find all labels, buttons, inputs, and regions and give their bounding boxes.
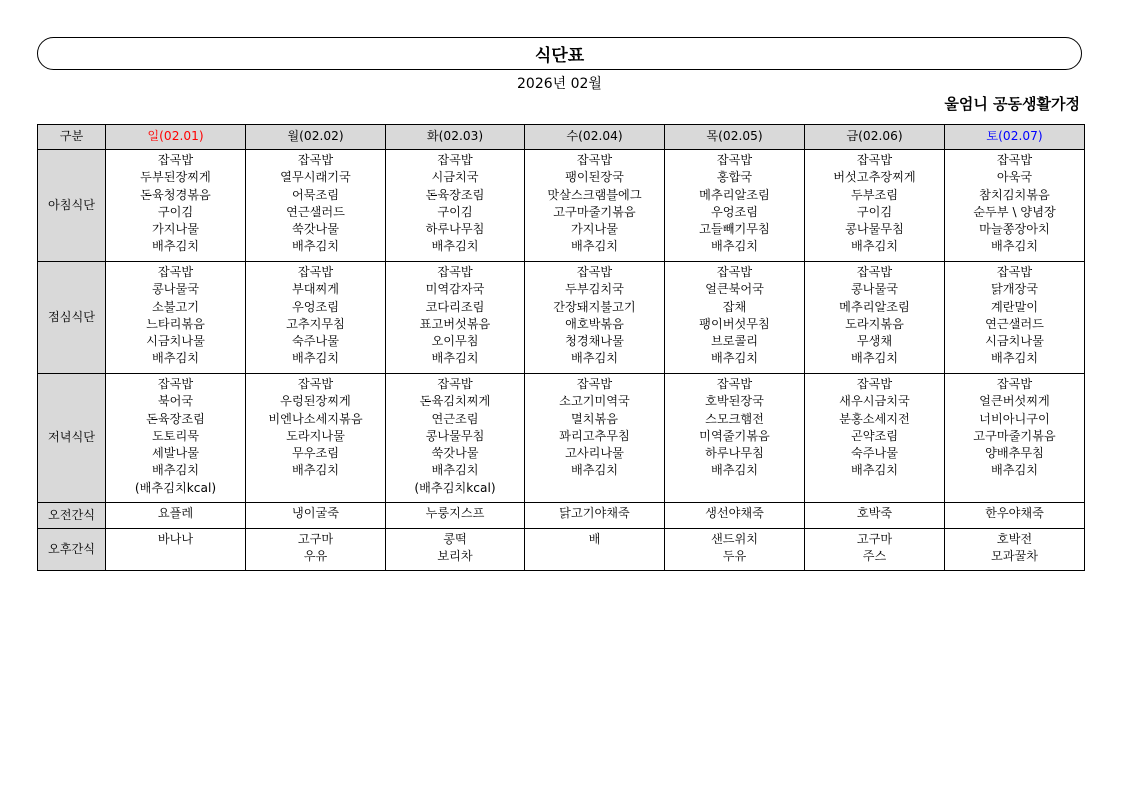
menu-item: 메추리알조림 xyxy=(699,187,770,202)
menu-item: 도라지나물 xyxy=(286,428,345,443)
menu-item: 두부조림 xyxy=(850,187,899,202)
menu-cell xyxy=(246,150,386,262)
menu-cell xyxy=(106,150,246,262)
menu-item: 돈육장조림 xyxy=(425,187,485,202)
menu-item: 연근샐러드 xyxy=(985,316,1044,331)
day-header-sat: 토(02.07) xyxy=(945,125,1085,150)
menu-item: 냉이굴죽 xyxy=(291,506,340,520)
menu-item: 미역줄기볶음 xyxy=(699,428,770,443)
meal-row xyxy=(38,150,1085,262)
menu-item: 잡곡밥 xyxy=(576,377,613,391)
meal-row-label: 저녁식단 xyxy=(38,374,106,503)
menu-item: 배추김치 xyxy=(151,463,200,478)
menu-item: 배추김치 xyxy=(431,463,479,478)
menu-item: 하루나무침 xyxy=(705,446,764,461)
menu-item: 잡곡밥 xyxy=(996,265,1033,279)
menu-cell xyxy=(386,503,525,529)
menu-item: 구이김 xyxy=(437,204,473,219)
menu-item: 잡곡밥 xyxy=(716,153,753,167)
menu-item: 세발나물 xyxy=(151,446,200,461)
menu-item: 잡곡밥 xyxy=(576,265,613,279)
menu-cell xyxy=(106,262,246,374)
menu-item: 팽이된장국 xyxy=(565,170,624,185)
menu-item: 애호박볶음 xyxy=(565,316,624,331)
menu-item: 멸치볶음 xyxy=(570,411,619,426)
menu-item: 구이김 xyxy=(157,204,194,219)
menu-item: 잡곡밥 xyxy=(157,265,194,279)
menu-item: 배추김치 xyxy=(151,351,200,366)
menu-item: 열무시래기국 xyxy=(280,170,351,185)
menu-item: 북어국 xyxy=(157,394,194,409)
menu-cell xyxy=(665,503,805,529)
menu-cell xyxy=(386,150,525,262)
menu-item: 청경채나물 xyxy=(565,334,624,349)
menu-item: 두유 xyxy=(722,549,747,564)
menu-item: 쑥갓나물 xyxy=(431,446,479,461)
menu-item: 우엉조림 xyxy=(291,299,340,314)
menu-cell xyxy=(665,150,805,262)
menu-item: 잡곡밥 xyxy=(297,265,334,279)
menu-item: 잡곡밥 xyxy=(157,377,194,391)
menu-item: 코다리조림 xyxy=(425,299,485,314)
menu-item: 주스 xyxy=(862,549,887,564)
menu-item: 잡곡밥 xyxy=(297,377,334,391)
menu-item: 고구마줄기볶음 xyxy=(973,428,1056,443)
menu-cell xyxy=(945,150,1085,262)
menu-item: 돈육청경볶음 xyxy=(140,187,211,202)
meal-row-label: 오전간식 xyxy=(38,503,106,529)
menu-item: 잡곡밥 xyxy=(996,153,1033,167)
menu-cell xyxy=(106,503,246,529)
menu-item: 호박전 xyxy=(996,532,1033,546)
menu-item: 호박죽 xyxy=(856,506,893,520)
menu-item: 버섯고추장찌게 xyxy=(833,170,916,185)
menu-item: 느타리볶음 xyxy=(146,316,205,331)
meal-row xyxy=(38,374,1085,503)
menu-cell xyxy=(665,262,805,374)
menu-item: 시금치나물 xyxy=(985,334,1044,349)
menu-item: 배추김치 xyxy=(151,239,200,254)
menu-item: 잡곡밥 xyxy=(856,153,893,167)
menu-item: 팽이버섯무침 xyxy=(699,316,770,331)
menu-item: 도토리묵 xyxy=(151,428,200,443)
meal-row-label: 오후간식 xyxy=(38,529,106,571)
menu-item: 가지나물 xyxy=(570,222,619,237)
day-header-sun: 일(02.01) xyxy=(106,125,246,150)
menu-item: 도라지볶음 xyxy=(845,316,904,331)
menu-item: 배추김치 xyxy=(850,463,899,478)
corner-header: 구분 xyxy=(38,125,106,150)
menu-item: 곤약조림 xyxy=(850,428,899,443)
menu-item: 잡곡밥 xyxy=(716,377,753,391)
menu-cell xyxy=(805,262,945,374)
menu-item: 마늘쫑장아치 xyxy=(979,222,1050,237)
menu-item: 콩떡 xyxy=(443,532,467,546)
menu-cell xyxy=(805,503,945,529)
meal-row-label: 점심식단 xyxy=(38,262,106,374)
menu-item: 우엉조림 xyxy=(710,204,759,219)
menu-item: 바나나 xyxy=(157,532,194,546)
menu-cell xyxy=(945,503,1085,529)
menu-cell xyxy=(525,374,665,503)
meal-row xyxy=(38,503,1085,529)
menu-item: 돈육김치찌게 xyxy=(419,394,491,409)
menu-item: 고구마줄기볶음 xyxy=(553,204,636,219)
menu-item: 꽈리고추무침 xyxy=(559,428,630,443)
menu-item: 콩나물무침 xyxy=(845,222,904,237)
menu-item: 잡채 xyxy=(722,299,747,314)
menu-cell xyxy=(805,374,945,503)
menu-item: 닭고기야채죽 xyxy=(559,506,630,520)
meal-row xyxy=(38,262,1085,374)
menu-item: 아욱국 xyxy=(996,170,1033,185)
menu-cell xyxy=(525,150,665,262)
menu-item: 참치김치볶음 xyxy=(979,187,1050,202)
menu-item: 새우시금치국 xyxy=(839,394,910,409)
menu-item: 잡곡밥 xyxy=(856,377,893,391)
menu-item: 배추김치 xyxy=(570,239,619,254)
day-header-wed: 수(02.04) xyxy=(525,125,665,150)
menu-cell xyxy=(665,529,805,571)
menu-cell xyxy=(525,529,665,571)
menu-item: 구이김 xyxy=(856,204,893,219)
menu-item: 생선야채죽 xyxy=(705,506,764,520)
menu-item: 배추김치 xyxy=(291,239,340,254)
menu-item: 콩나물국 xyxy=(850,282,899,297)
menu-item: 두부된장찌게 xyxy=(140,170,211,185)
menu-item: 콩나물무침 xyxy=(425,428,485,443)
menu-item: 분홍소세지전 xyxy=(839,411,910,426)
menu-item: 배추김치 xyxy=(990,239,1039,254)
menu-cell xyxy=(665,374,805,503)
menu-item: 무생채 xyxy=(856,334,893,349)
menu-item: 고추지무침 xyxy=(286,316,345,331)
menu-cell xyxy=(246,374,386,503)
menu-item: 잡곡밥 xyxy=(856,265,893,279)
menu-item: 한우야채죽 xyxy=(985,506,1044,520)
menu-item: 배추김치 xyxy=(710,239,759,254)
menu-item: 하루나무침 xyxy=(425,222,485,237)
menu-item: 잡곡밥 xyxy=(297,153,334,167)
menu-item: 얼큰북어국 xyxy=(705,282,764,297)
menu-item: 배추김치 xyxy=(990,463,1039,478)
menu-item: 배추김치 xyxy=(291,463,340,478)
menu-item: 메추리알조림 xyxy=(839,299,910,314)
menu-item: 잡곡밥 xyxy=(437,377,473,391)
menu-cell xyxy=(246,262,386,374)
menu-item: 홍합국 xyxy=(716,170,753,185)
menu-item: 배추김치 xyxy=(850,351,899,366)
menu-item: 배 xyxy=(588,532,601,546)
menu-item: 고들빼기무침 xyxy=(699,222,770,237)
menu-item: 가지나물 xyxy=(151,222,200,237)
day-header-tue: 화(02.03) xyxy=(386,125,525,150)
menu-item: 배추김치 xyxy=(431,351,479,366)
menu-item: 샌드위치 xyxy=(710,532,759,546)
menu-item: 양배추무침 xyxy=(985,446,1044,461)
menu-cell xyxy=(106,374,246,503)
menu-item: 미역감자국 xyxy=(425,282,485,297)
menu-item: 시금치나물 xyxy=(146,334,205,349)
menu-item: 모과꿀차 xyxy=(990,549,1039,564)
menu-cell xyxy=(945,529,1085,571)
menu-item: 배추김치 xyxy=(710,351,759,366)
menu-item: 표고버섯볶음 xyxy=(419,316,491,331)
menu-cell xyxy=(386,529,525,571)
menu-item: 고구마 xyxy=(856,532,893,546)
menu-item: 콩나물국 xyxy=(151,282,200,297)
month-subtitle: 2026년 02월 xyxy=(517,76,602,92)
menu-item: 잡곡밥 xyxy=(716,265,753,279)
menu-item: 우유 xyxy=(303,549,328,564)
menu-item: 소고기미역국 xyxy=(559,394,630,409)
menu-item: 오이무침 xyxy=(431,334,479,349)
menu-item: 숙주나물 xyxy=(291,334,340,349)
menu-cell xyxy=(246,529,386,571)
menu-cell xyxy=(945,374,1085,503)
menu-item: 배추김치 xyxy=(990,351,1039,366)
menu-item: 잡곡밥 xyxy=(157,153,194,167)
menu-item: 배추김치 xyxy=(710,463,759,478)
menu-item: 배추김치 xyxy=(570,351,619,366)
menu-cell xyxy=(805,529,945,571)
menu-item: 배추김치 xyxy=(291,351,340,366)
menu-item: 잡곡밥 xyxy=(576,153,613,167)
menu-item: 소불고기 xyxy=(151,299,200,314)
menu-item: 연근샐러드 xyxy=(286,204,345,219)
menu-item: 무우조림 xyxy=(291,446,340,461)
day-header-thu: 목(02.05) xyxy=(665,125,805,150)
menu-item: 배추김치 xyxy=(850,239,899,254)
menu-item: 우렁된장찌게 xyxy=(280,394,351,409)
menu-item: 닭개장국 xyxy=(990,282,1039,297)
menu-item: 너비아니구이 xyxy=(979,411,1050,426)
menu-item: 호박된장국 xyxy=(705,394,764,409)
header-row xyxy=(38,125,1085,150)
title-banner xyxy=(37,37,1082,70)
menu-item: 보리차 xyxy=(437,549,473,564)
menu-item: 고사리나물 xyxy=(565,446,624,461)
menu-item: (배추김치kcal) xyxy=(134,480,217,495)
menu-item: 스모크햄전 xyxy=(705,411,764,426)
menu-item: 브로콜리 xyxy=(710,334,759,349)
menu-cell xyxy=(525,262,665,374)
meal-row-label: 아침식단 xyxy=(38,150,106,262)
menu-item: 부대찌게 xyxy=(291,282,340,297)
menu-item: (배추김치kcal) xyxy=(414,480,496,495)
menu-item: 어묵조림 xyxy=(291,187,340,202)
menu-item: 시금치국 xyxy=(431,170,479,185)
menu-item: 순두부 \ 양념장 xyxy=(973,204,1056,219)
menu-item: 배추김치 xyxy=(570,463,619,478)
menu-cell xyxy=(945,262,1085,374)
menu-item: 잡곡밥 xyxy=(996,377,1033,391)
menu-item: 배추김치 xyxy=(431,239,479,254)
page-title: 식단표 xyxy=(534,46,585,66)
menu-item: 쑥갓나물 xyxy=(291,222,340,237)
menu-cell xyxy=(386,374,525,503)
meal-row xyxy=(38,529,1085,571)
menu-item: 숙주나물 xyxy=(850,446,899,461)
menu-cell xyxy=(106,529,246,571)
meal-plan-body xyxy=(38,150,1085,571)
menu-item: 얼큰버섯찌게 xyxy=(979,394,1050,409)
menu-item: 연근조림 xyxy=(431,411,479,426)
menu-cell xyxy=(386,262,525,374)
menu-item: 누룽지스프 xyxy=(425,506,485,520)
menu-item: 간장돼지불고기 xyxy=(553,299,636,314)
menu-item: 맛살스크램블에그 xyxy=(547,187,642,202)
menu-cell xyxy=(246,503,386,529)
organization-name: 울엄니 공동생활가정 xyxy=(944,95,1080,113)
menu-item: 비엔나소세지볶음 xyxy=(268,411,363,426)
menu-item: 두부김치국 xyxy=(565,282,624,297)
menu-item: 잡곡밥 xyxy=(437,265,473,279)
menu-item: 돈육장조림 xyxy=(146,411,205,426)
menu-cell xyxy=(805,150,945,262)
day-header-mon: 월(02.02) xyxy=(246,125,386,150)
menu-item: 계란말이 xyxy=(990,299,1039,314)
menu-cell xyxy=(525,503,665,529)
menu-item: 잡곡밥 xyxy=(437,153,473,167)
meal-plan-table xyxy=(37,124,1085,571)
menu-item: 고구마 xyxy=(297,532,334,546)
menu-item: 요플레 xyxy=(157,506,194,520)
day-header-fri: 금(02.06) xyxy=(805,125,945,150)
